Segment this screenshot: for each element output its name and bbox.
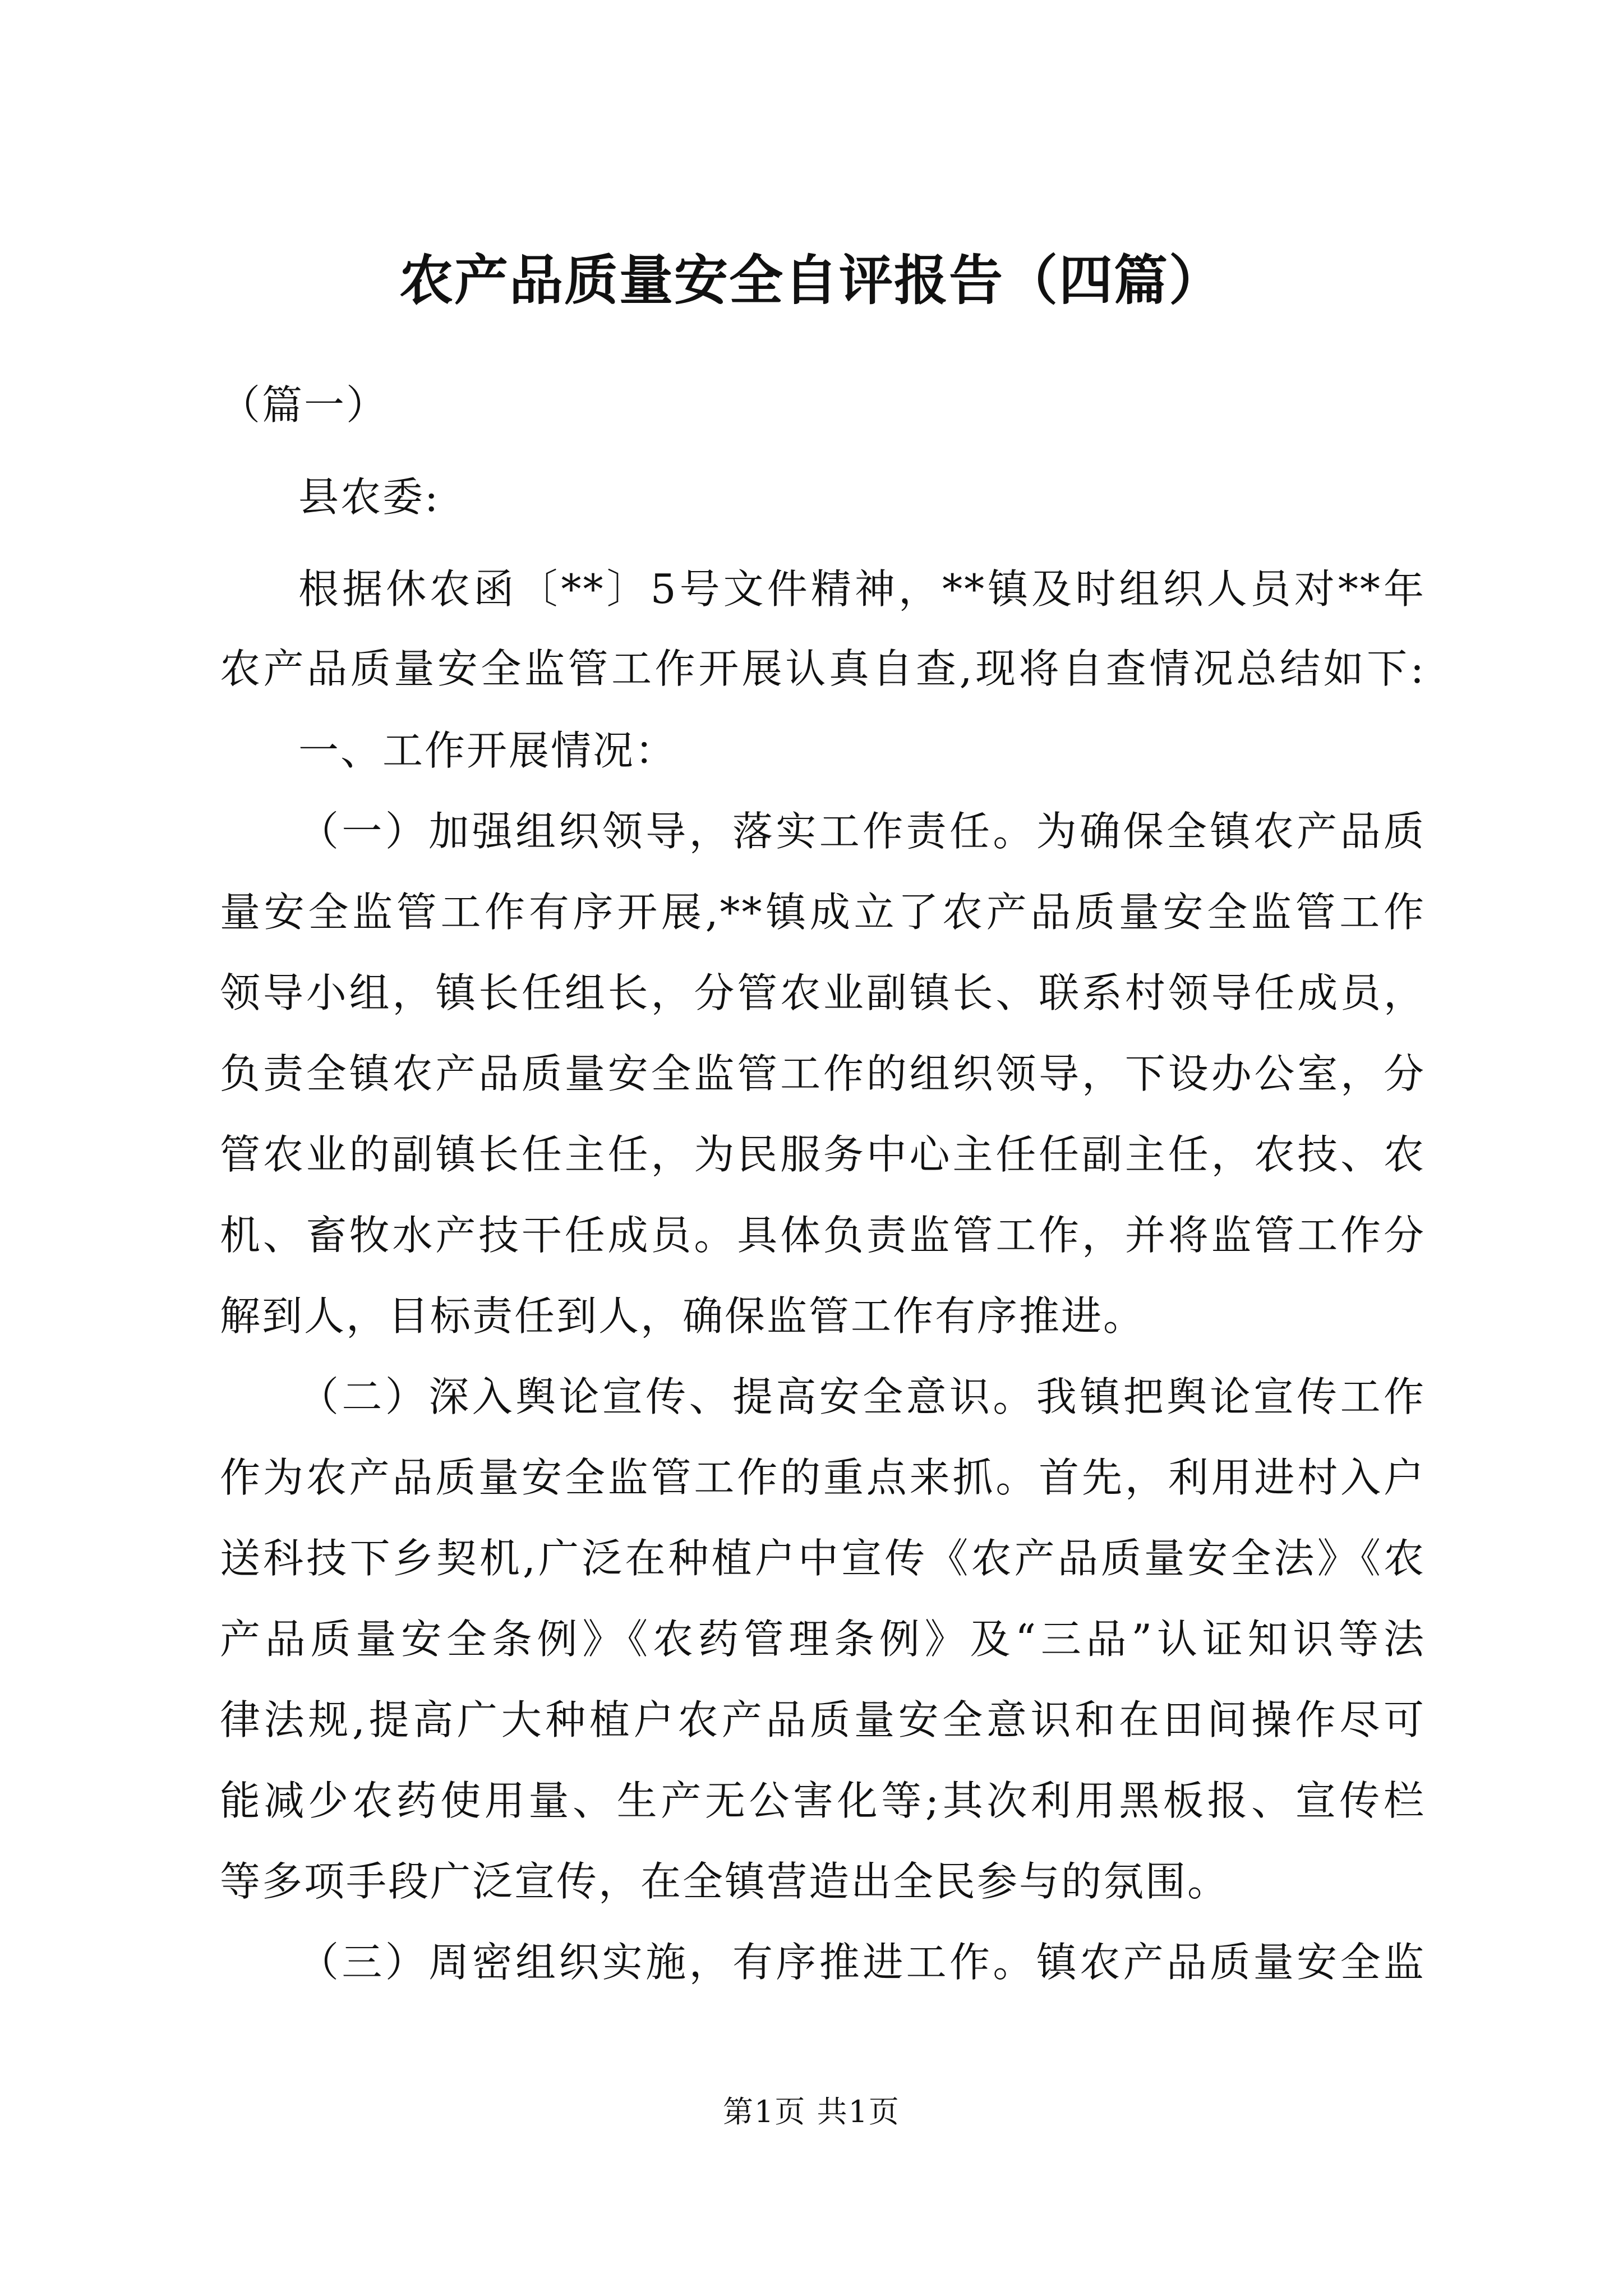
document-title: 农产品质量安全自评报告（四篇） [399,249,1224,312]
paragraph-line: （三）周密组织实施，有序推进工作。镇农产品质量安全监 [298,1939,1426,1986]
section-heading: 一、工作开展情况： [298,727,677,774]
paragraph-line: 产品质量安全条例》《农药管理条例》及“三品”认证知识等法 [220,1616,1426,1663]
paragraph-line: 领导小组，镇长任组长，分管农业副镇长、联系村领导任成员， [220,969,1426,1016]
paragraph-line: （一）加强组织领导，落实工作责任。为确保全镇农产品质 [298,808,1426,855]
paragraph-line: （二）深入舆论宣传、提高安全意识。我镇把舆论宣传工作 [298,1373,1426,1420]
paragraph-line: 根据休农函〔**〕5号文件精神，**镇及时组织人员对**年 [298,565,1426,613]
paragraph-line: 农产品质量安全监管工作开展认真自查,现将自查情况总结如下: [220,645,1426,692]
paragraph-line: 管农业的副镇长任主任，为民服务中心主任任副主任，农技、农 [220,1131,1426,1178]
salutation: 县农委: [298,473,440,521]
paragraph-line: 能减少农药使用量、生产无公害化等;其次利用黑板报、宣传栏 [220,1777,1426,1824]
paragraph-line: 解到人，目标责任到人，确保监管工作有序推进。 [220,1292,1146,1340]
paragraph-line: 等多项手段广泛宣传，在全镇营造出全民参与的氛围。 [220,1858,1230,1905]
paragraph-line: 负责全镇农产品质量安全监管工作的组织领导，下设办公室，分 [220,1050,1426,1097]
paragraph-line: 送科技下乡契机,广泛在种植户中宣传《农产品质量安全法》《农 [220,1535,1426,1582]
paragraph-line: 量安全监管工作有序开展,**镇成立了农产品质量安全监管工作 [220,889,1426,936]
paragraph-line: 律法规,提高广大种植户农产品质量安全意识和在田间操作尽可 [220,1696,1426,1743]
paragraph-line: 作为农产品质量安全监管工作的重点来抓。首先，利用进村入户 [220,1454,1426,1501]
paragraph-line: 机、畜牧水产技干任成员。具体负责监管工作，并将监管工作分 [220,1212,1426,1259]
section-heading-part-1: （篇一） [220,381,389,429]
page-number-footer: 第1页 共1页 [723,2094,900,2129]
